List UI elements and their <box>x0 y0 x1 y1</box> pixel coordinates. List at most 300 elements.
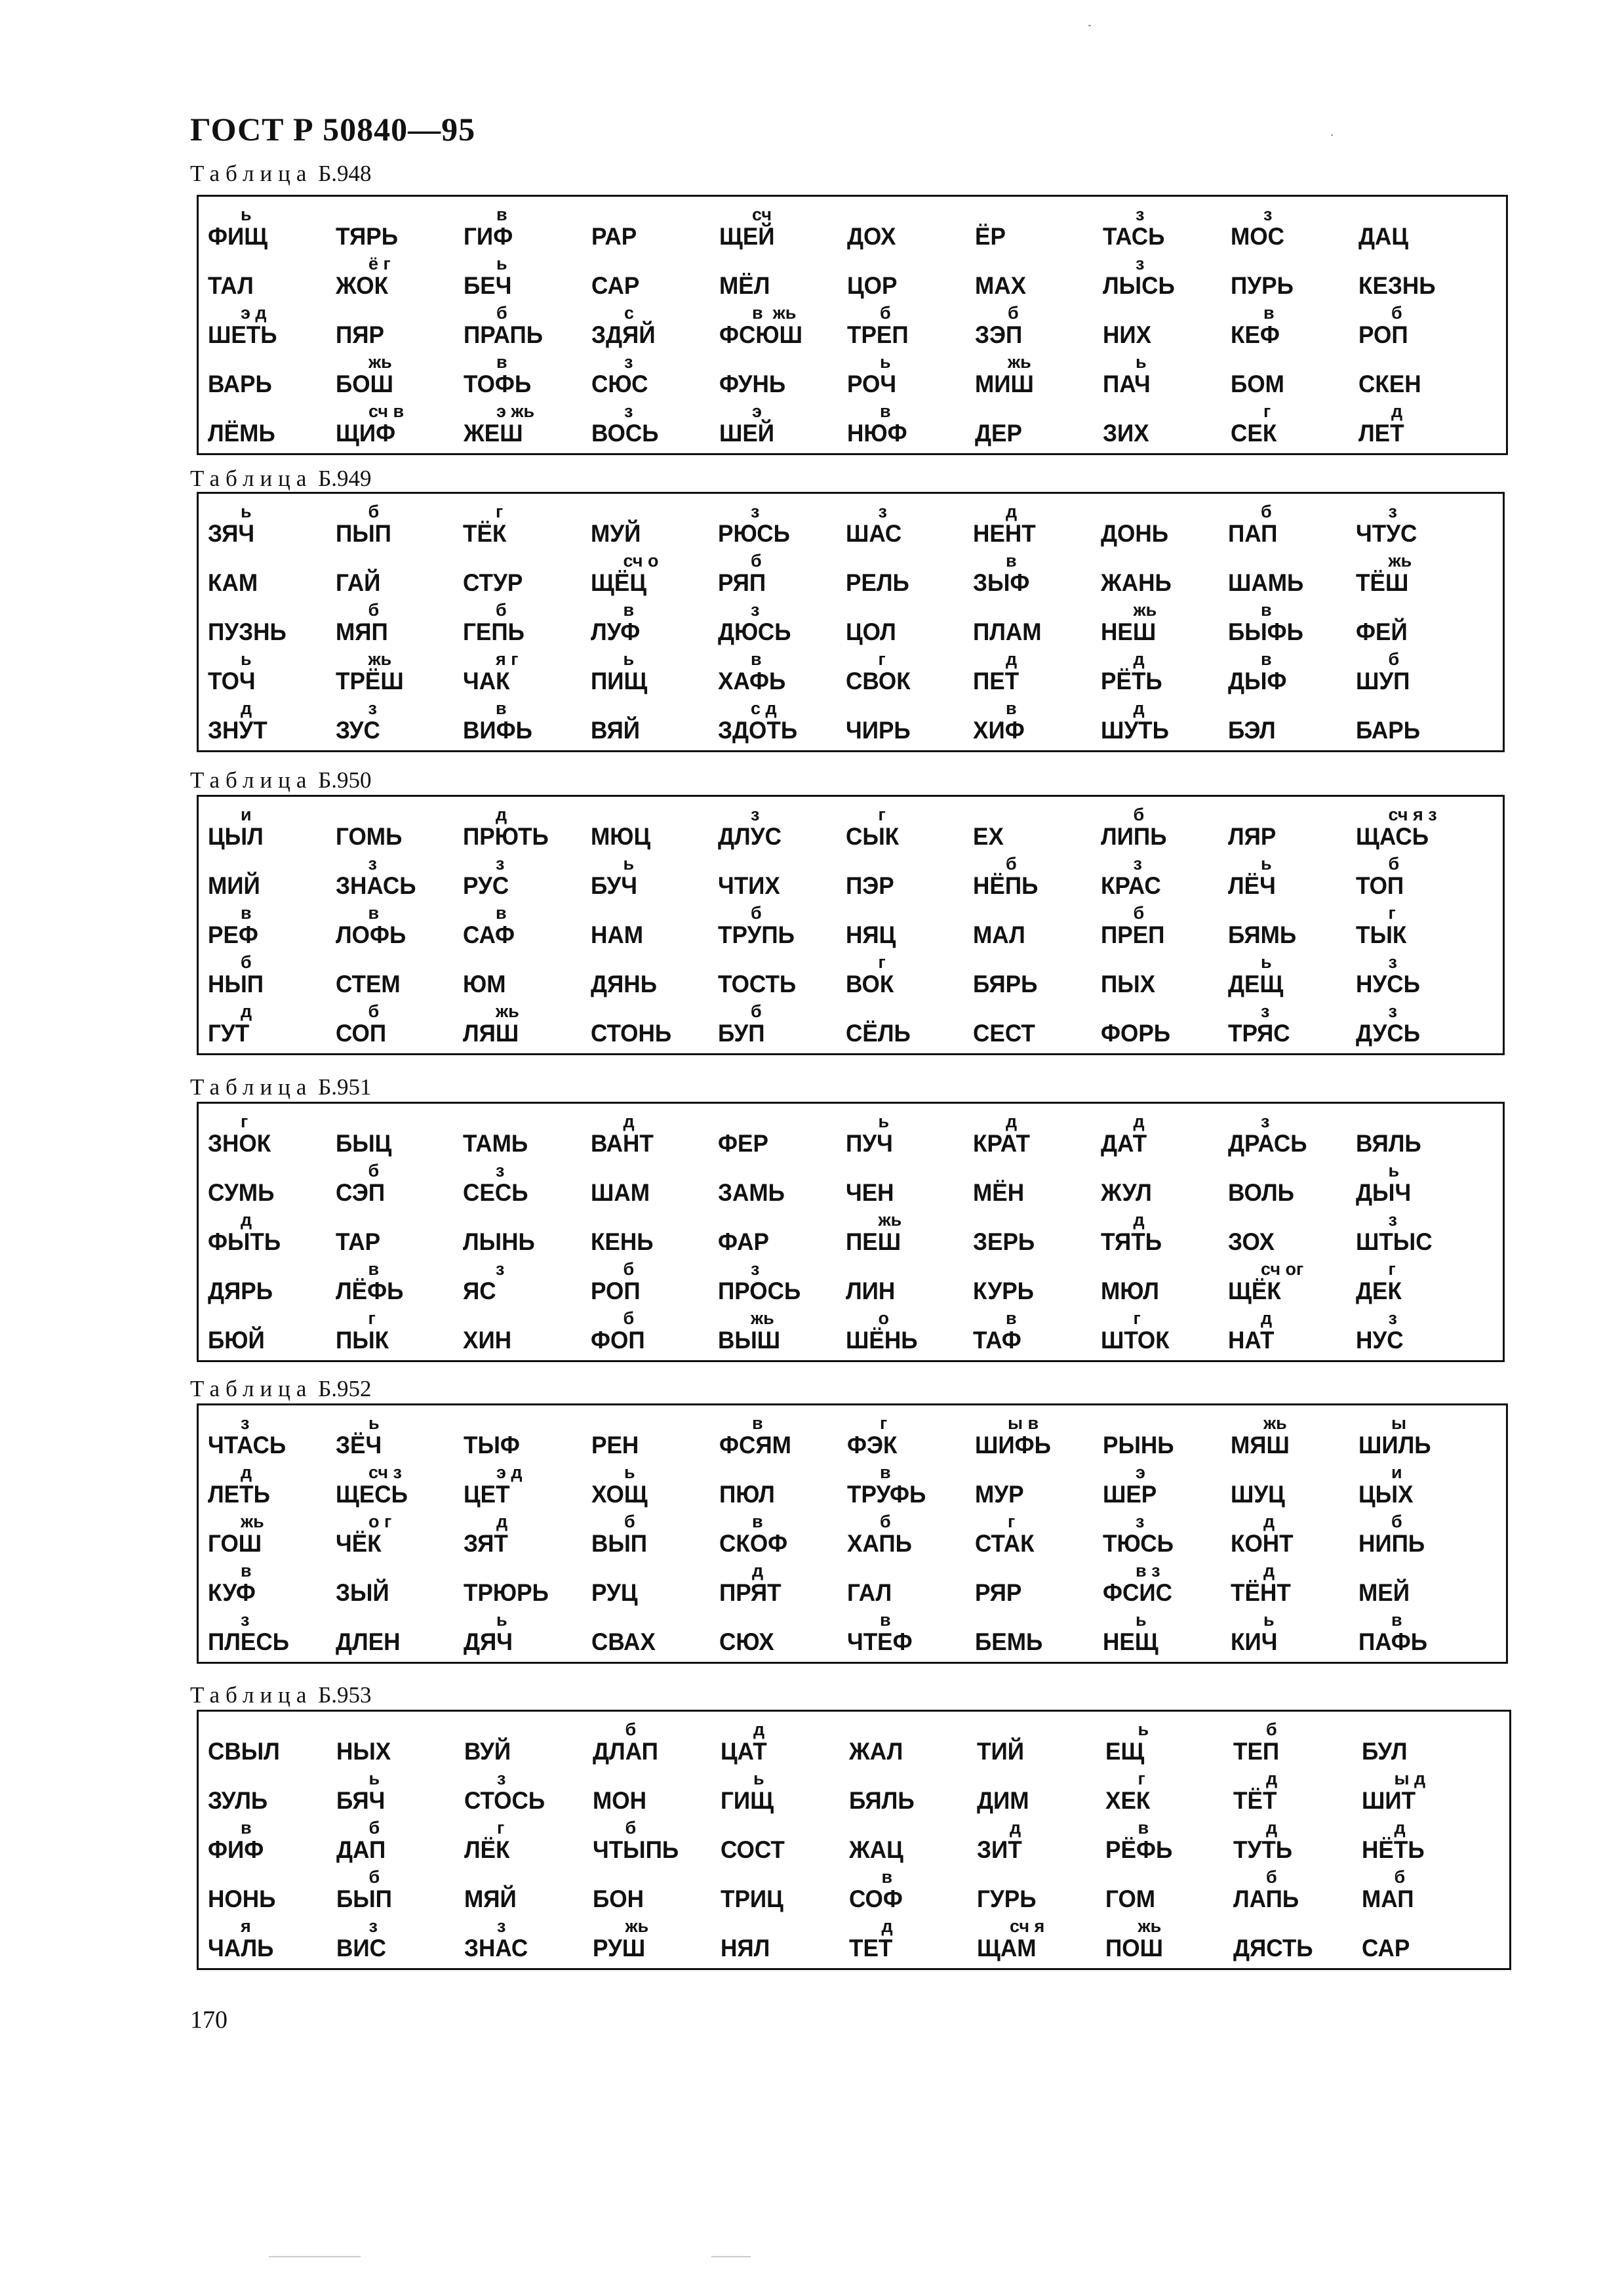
syllable-word: ЗЯТ <box>464 1530 508 1557</box>
table-cell <box>464 1864 593 1914</box>
table-row <box>199 251 1506 300</box>
stress-mark <box>847 254 975 273</box>
syllable-word: БЭЛ <box>1228 717 1276 744</box>
syllable-word: ШАМЬ <box>1228 569 1304 596</box>
table-cell <box>973 647 1101 696</box>
table-cell <box>846 597 974 647</box>
table-cell <box>1101 1207 1229 1257</box>
table-label-prefix: Таблица <box>190 1682 313 1708</box>
table-label <box>190 1376 372 1402</box>
table-cell <box>593 1914 721 1963</box>
table-cell <box>1356 851 1484 900</box>
table-cell <box>977 1864 1105 1914</box>
table-cell <box>718 950 846 999</box>
table-cell <box>1228 647 1356 696</box>
table-cell <box>847 300 975 350</box>
table-cell <box>336 802 464 851</box>
stress-mark: ь <box>1261 854 1272 874</box>
stress-mark: в <box>881 1867 893 1887</box>
syllable-word: ПЕТ <box>973 668 1020 695</box>
stress-mark: б <box>1266 1867 1277 1887</box>
syllable-word: ШЁНЬ <box>845 1327 917 1354</box>
stress-mark <box>1356 601 1484 619</box>
syllable-word: ЗДЯЙ <box>591 321 656 348</box>
stress-mark: д <box>753 1720 765 1739</box>
syllable-word: ДЫЧ <box>1355 1179 1411 1206</box>
syllable-word: ЗЭП <box>975 321 1023 348</box>
stress-mark: ь <box>368 1413 380 1433</box>
table-label <box>190 1074 372 1100</box>
table-cell <box>591 950 719 999</box>
syllable-word: ТРЕП <box>847 321 909 348</box>
table-cell <box>208 950 336 999</box>
syllable-word: СКОФ <box>719 1530 788 1557</box>
stress-mark: в <box>752 1512 763 1531</box>
stress-mark <box>1228 904 1356 922</box>
syllable-word: НИПЬ <box>1358 1530 1425 1557</box>
syllable-word: СЭП <box>335 1179 385 1206</box>
table-cell <box>977 1717 1105 1766</box>
table-cell <box>1356 999 1484 1048</box>
syllable-word: СОСТ <box>721 1836 785 1863</box>
table-cell <box>336 1257 464 1306</box>
stress-mark <box>464 1868 593 1886</box>
syllable-word: ЦЕТ <box>464 1481 510 1508</box>
table-number: Б.951 <box>318 1074 372 1100</box>
syllable-word: КАМ <box>208 569 258 596</box>
table-cell <box>1228 900 1356 950</box>
table-cell <box>1228 999 1356 1048</box>
syllable-word: ДЛУС <box>718 823 782 850</box>
syllable-word: ПИЩ <box>590 668 647 695</box>
stress-mark: з <box>241 1413 250 1433</box>
table-cell <box>336 900 464 950</box>
syllable-word: ШУТЬ <box>1100 717 1169 744</box>
stress-mark: в <box>1006 698 1017 718</box>
stress-mark: б <box>1266 1720 1277 1739</box>
stress-mark <box>591 502 719 521</box>
table-row <box>199 399 1506 448</box>
stress-mark: д <box>1394 1818 1406 1838</box>
stress-mark <box>975 1463 1103 1481</box>
table-cell <box>1228 1158 1356 1207</box>
stress-mark: ь <box>623 854 635 874</box>
table-cell <box>336 499 464 548</box>
stress-mark: ь <box>880 352 891 372</box>
table-cell <box>1356 499 1484 548</box>
stress-mark: сч я <box>1010 1916 1045 1936</box>
table-cell <box>1101 499 1229 548</box>
table-cell <box>1231 1411 1358 1460</box>
table-cell <box>719 300 847 350</box>
stress-mark: ь <box>368 1769 380 1788</box>
stress-mark: в <box>1006 1308 1017 1328</box>
syllable-word: ТИЙ <box>977 1738 1025 1765</box>
stress-mark: д <box>881 1916 893 1936</box>
table-cell <box>849 1914 978 1963</box>
table-cell <box>208 350 336 399</box>
table-cell <box>591 647 719 696</box>
stress-mark <box>591 1561 719 1580</box>
syllable-word: МИШ <box>975 371 1034 397</box>
stress-mark <box>718 1211 846 1229</box>
table-cell <box>847 251 975 300</box>
table-cell <box>718 900 846 950</box>
stress-mark: б <box>241 952 252 972</box>
syllable-word: ПОШ <box>1105 1935 1163 1962</box>
stress-mark: д <box>1133 649 1145 669</box>
table-cell <box>464 1815 593 1864</box>
stress-mark <box>719 254 847 273</box>
scan-speck <box>1331 134 1333 136</box>
syllable-word: ПРАПЬ <box>464 321 544 348</box>
syllable-word: ЖОК <box>336 272 389 299</box>
syllable-word: РЕН <box>591 1432 639 1459</box>
stress-mark: з <box>1388 1001 1397 1021</box>
stress-mark: в <box>1006 551 1017 571</box>
table-cell <box>591 1607 719 1657</box>
syllable-word: ТАСЬ <box>1103 223 1165 250</box>
stress-mark: б <box>880 1512 891 1531</box>
stress-mark <box>464 1561 591 1580</box>
syllable-word: РЯР <box>975 1579 1022 1606</box>
syllable-word: ЦЫЛ <box>208 823 264 850</box>
table-cell <box>208 1864 336 1914</box>
stress-mark: б <box>1391 1512 1402 1531</box>
stress-mark: ы <box>1391 1413 1407 1433</box>
table-cell <box>973 1109 1101 1158</box>
table-row <box>199 300 1506 350</box>
syllable-word: ПУЧ <box>845 1130 893 1157</box>
table-cell <box>847 1607 975 1657</box>
stress-mark: б <box>496 600 507 620</box>
stress-mark: в <box>241 903 252 923</box>
table-cell <box>1362 1717 1490 1766</box>
table-row <box>199 999 1503 1048</box>
table-cell <box>846 1257 974 1306</box>
table-cell <box>718 597 846 647</box>
table-row <box>199 1411 1506 1460</box>
stress-mark: г <box>241 1112 248 1131</box>
stress-mark: б <box>1008 303 1019 323</box>
syllable-word: КИЧ <box>1231 1628 1278 1655</box>
stress-mark: г <box>368 1308 376 1328</box>
table-cell <box>336 300 464 350</box>
table-cell <box>1356 900 1484 950</box>
stress-mark <box>1358 254 1486 273</box>
stress-mark: д <box>1266 1769 1278 1788</box>
stress-mark <box>591 904 719 922</box>
stress-mark <box>1358 353 1486 371</box>
syllable-word: ТРЯС <box>1228 1020 1290 1047</box>
syllable-word: ВЫП <box>591 1530 648 1557</box>
syllable-word: РУС <box>463 872 509 899</box>
syllable-word: ЮМ <box>463 971 506 997</box>
stress-mark: ь <box>1136 352 1147 372</box>
table-cell <box>718 1109 846 1158</box>
table-cell <box>208 999 336 1048</box>
stress-mark: ь <box>1263 1610 1275 1630</box>
syllable-word: СЕСТ <box>973 1020 1035 1047</box>
syllable-word: БЯРЬ <box>973 971 1038 997</box>
syllable-word: ЗИТ <box>977 1836 1022 1863</box>
syllable-word: ЛИПЬ <box>1100 823 1166 850</box>
syllable-word: НУС <box>1355 1327 1404 1354</box>
syllable-word: ТРИЦ <box>721 1885 783 1912</box>
syllable-word: ГУРЬ <box>977 1885 1037 1912</box>
table-cell <box>208 900 336 950</box>
syllable-word: ПЛЕСЬ <box>208 1628 290 1655</box>
stress-mark <box>1101 1002 1229 1020</box>
table-cell <box>1103 1460 1231 1509</box>
stress-mark: с д <box>751 698 777 718</box>
table-cell <box>719 1607 847 1657</box>
stress-mark: з <box>496 1259 505 1279</box>
table-cell <box>208 1914 336 1963</box>
syllable-word: ЧАК <box>463 668 510 695</box>
stress-mark: г <box>880 1413 888 1433</box>
syllable-word: РЁФЬ <box>1105 1836 1172 1863</box>
syllable-word: ДЛЕН <box>336 1628 401 1655</box>
table-cell <box>208 1815 336 1864</box>
table-row <box>199 1158 1503 1207</box>
table-cell <box>464 1460 591 1509</box>
table-cell <box>1228 1207 1356 1257</box>
stress-mark: сч о <box>623 551 659 571</box>
stress-mark <box>846 552 974 570</box>
syllable-word: ЩЕЙ <box>719 223 775 250</box>
syllable-word: ДЯНЬ <box>590 971 657 997</box>
table-cell <box>591 900 719 950</box>
syllable-word: ЧЕН <box>845 1179 894 1206</box>
stress-mark <box>591 1611 719 1629</box>
stress-mark <box>208 254 336 273</box>
table-cell <box>1228 802 1356 851</box>
syllable-word: НИХ <box>1103 321 1152 348</box>
syllable-word: ЛЯШ <box>463 1020 519 1047</box>
syllable-word: КУРЬ <box>973 1278 1034 1304</box>
stress-mark <box>846 855 974 873</box>
syllable-word: ЕХ <box>973 823 1004 850</box>
table-cell <box>1231 1558 1358 1607</box>
table-cell <box>591 597 719 647</box>
table-cell <box>591 202 719 251</box>
table-cell <box>591 802 719 851</box>
table-cell <box>336 647 464 696</box>
syllable-word: ЖЕШ <box>464 420 523 447</box>
stress-mark: г <box>878 952 886 972</box>
stress-mark: сч <box>752 205 772 224</box>
stress-mark <box>846 1161 974 1180</box>
table-cell <box>849 1717 978 1766</box>
table-cell <box>1362 1766 1490 1815</box>
table-cell <box>208 1158 336 1207</box>
table-cell <box>463 1257 591 1306</box>
scan-speck <box>1088 25 1091 26</box>
table-cell <box>208 251 336 300</box>
table-label-prefix: Таблица <box>190 466 313 491</box>
table-cell <box>463 851 591 900</box>
table-cell <box>208 1411 336 1460</box>
syllable-word: НЮФ <box>847 420 907 447</box>
stress-mark: в <box>241 1561 252 1581</box>
stress-mark <box>1101 552 1229 570</box>
table-cell <box>719 251 847 300</box>
stress-mark: о <box>878 1308 889 1328</box>
table-number: Б.952 <box>318 1376 372 1401</box>
stress-mark: жь <box>241 1512 264 1531</box>
stress-mark <box>846 904 974 922</box>
syllable-word: НУСЬ <box>1355 971 1420 997</box>
stress-mark: и <box>241 805 252 824</box>
table-cell <box>1105 1766 1234 1815</box>
table-cell <box>591 851 719 900</box>
table-cell <box>208 1109 336 1158</box>
table-cell <box>1356 802 1484 851</box>
table-cell <box>1358 1509 1486 1558</box>
syllable-word: ПЕШ <box>845 1228 901 1255</box>
syllable-word: ВОК <box>845 971 894 997</box>
table-cell <box>1358 202 1486 251</box>
table-cell <box>847 1460 975 1509</box>
stress-mark: з <box>751 502 760 521</box>
table-cell <box>208 597 336 647</box>
stress-mark: д <box>1261 1308 1273 1328</box>
stress-mark <box>1103 402 1231 420</box>
stress-mark <box>593 1769 721 1788</box>
syllable-word: ФЕЙ <box>1355 618 1408 645</box>
table-cell <box>718 999 846 1048</box>
stress-mark: б <box>1261 502 1272 521</box>
syllable-word: ЗЫЙ <box>336 1579 389 1606</box>
table-cell <box>1105 1864 1234 1914</box>
table-cell <box>591 399 719 448</box>
syllable-word: КУФ <box>208 1579 256 1606</box>
table-cell <box>463 499 591 548</box>
table-row <box>199 548 1503 597</box>
syllable-word: КРАС <box>1100 872 1161 899</box>
stress-mark <box>977 1868 1105 1886</box>
table-cell <box>1101 950 1229 999</box>
syllable-word: БЫФЬ <box>1228 618 1303 645</box>
syllable-word: НЯЦ <box>845 921 896 948</box>
word-table <box>197 492 1505 752</box>
stress-mark <box>208 855 336 873</box>
table-row <box>199 1460 1506 1509</box>
stress-mark: б <box>625 1720 637 1739</box>
stress-mark <box>973 1161 1101 1180</box>
syllable-word: ЗЁЧ <box>336 1432 382 1459</box>
syllable-word: ТЁК <box>463 520 507 547</box>
table-cell <box>719 1509 847 1558</box>
stress-mark: с <box>624 303 635 323</box>
stress-mark <box>719 1463 847 1481</box>
table-cell <box>208 1766 336 1815</box>
table-cell <box>464 202 591 251</box>
stress-mark: сч ог <box>1261 1259 1304 1279</box>
syllable-word: КЕНЬ <box>590 1228 654 1255</box>
stress-mark: з <box>1388 1308 1397 1328</box>
stress-mark: ь <box>241 502 252 521</box>
table-cell <box>1101 1306 1229 1355</box>
syllable-word: МУР <box>975 1481 1024 1508</box>
syllable-word: ЛЕТ <box>1358 420 1404 447</box>
stress-mark: з <box>751 1259 760 1279</box>
stress-mark <box>1228 1211 1356 1229</box>
table-cell <box>975 1411 1103 1460</box>
table-cell <box>718 1257 846 1306</box>
table-cell <box>846 999 974 1048</box>
stress-mark <box>591 699 719 717</box>
table-cell <box>1356 950 1484 999</box>
stress-mark: г <box>1008 1512 1016 1531</box>
stress-mark: жь <box>751 1308 774 1328</box>
table-cell <box>463 1207 591 1257</box>
table-cell <box>591 1257 719 1306</box>
syllable-word: ДЕР <box>975 420 1022 447</box>
stress-mark <box>464 1720 593 1739</box>
stress-mark <box>718 1112 846 1131</box>
stress-mark: б <box>496 303 507 323</box>
table-cell <box>846 647 974 696</box>
table-cell <box>721 1914 849 1963</box>
syllable-word: ЗНУТ <box>208 717 267 744</box>
stress-mark <box>847 205 975 224</box>
syllable-word: РЫНЬ <box>1103 1432 1174 1459</box>
syllable-word: НАТ <box>1228 1327 1275 1354</box>
table-label-prefix: Таблица <box>190 767 313 793</box>
syllable-word: ГОМЬ <box>335 823 402 850</box>
table-cell <box>463 999 591 1048</box>
table-cell <box>1228 1257 1356 1306</box>
stress-mark: в <box>1138 1818 1149 1838</box>
syllable-word: ЧТЫПЬ <box>592 1836 679 1863</box>
syllable-word: БЕМЬ <box>975 1628 1043 1655</box>
table-cell <box>591 300 719 350</box>
stress-mark: жь <box>878 1210 902 1230</box>
table-cell <box>1233 1864 1362 1914</box>
syllable-word: ФОРЬ <box>1100 1020 1170 1047</box>
syllable-word: КЕЗНЬ <box>1358 272 1436 299</box>
stress-mark: б <box>368 600 380 620</box>
stress-mark: в з <box>1136 1561 1160 1581</box>
stress-mark <box>849 1769 978 1788</box>
syllable-word: ПЯР <box>336 321 384 348</box>
syllable-word: ШАМ <box>590 1179 650 1206</box>
syllable-word: ЧТЕФ <box>847 1628 913 1655</box>
stress-mark <box>463 1211 591 1229</box>
stress-mark: ы в <box>1008 1413 1039 1433</box>
table-cell <box>973 1306 1101 1355</box>
syllable-word: НЫХ <box>336 1738 391 1765</box>
syllable-word: ГОМ <box>1105 1885 1155 1912</box>
syllable-word: ВИС <box>336 1935 386 1962</box>
table-cell <box>719 202 847 251</box>
stress-mark: в <box>496 903 507 923</box>
stress-mark: з <box>1261 1112 1270 1131</box>
stress-mark <box>591 805 719 824</box>
syllable-word: ЖУЛ <box>1100 1179 1152 1206</box>
table-cell <box>463 647 591 696</box>
syllable-word: ДЯРЬ <box>208 1278 273 1304</box>
syllable-word: ТОСТЬ <box>718 971 797 997</box>
table-cell <box>975 399 1103 448</box>
syllable-word: ПУРЬ <box>1231 272 1294 299</box>
stress-mark: э жь <box>496 401 535 421</box>
table-cell <box>973 1158 1101 1207</box>
stress-mark: б <box>751 903 762 923</box>
syllable-word: ФУНЬ <box>719 371 786 397</box>
